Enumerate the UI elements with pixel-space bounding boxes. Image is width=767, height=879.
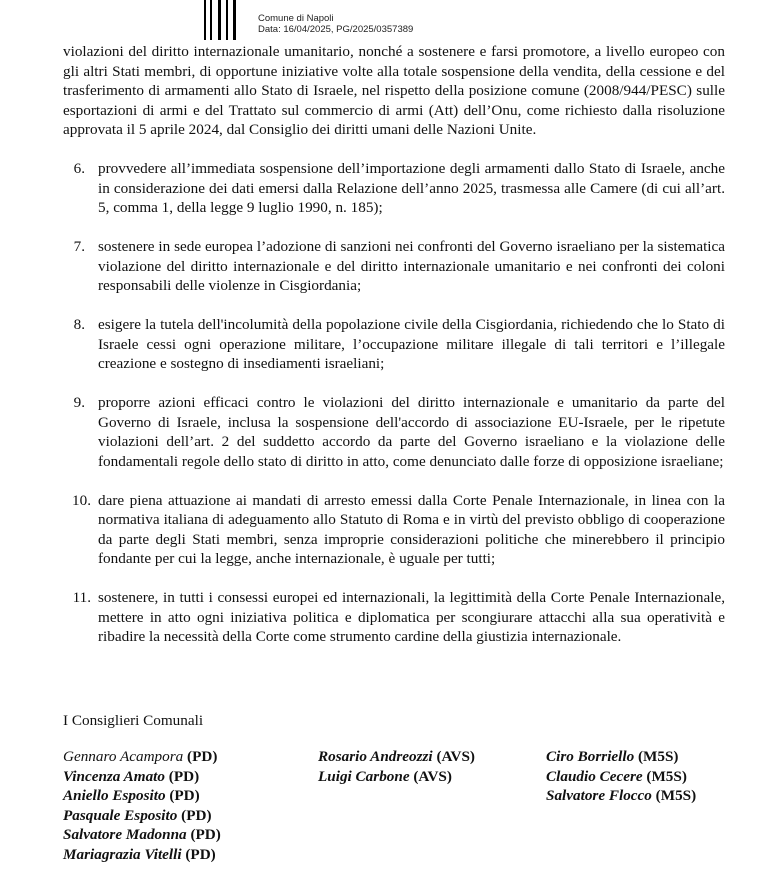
signer <box>63 767 221 787</box>
item-number: 8. <box>73 316 85 333</box>
list-item-11 <box>63 588 725 647</box>
signer <box>318 747 475 767</box>
stamp-entity: Comune di Napoli <box>258 13 334 24</box>
signer-party: (M5S) <box>638 748 679 765</box>
signer-party: (PD) <box>168 767 200 785</box>
list-item-8 <box>63 315 725 374</box>
list-item-10 <box>63 491 725 569</box>
signer-name: Ciro Borriello <box>546 748 635 765</box>
item-number: 7. <box>73 238 85 255</box>
signer-name: Pasquale Esposito <box>63 806 178 824</box>
signer-name: Gennaro Acampora <box>63 748 184 765</box>
signer-name: Rosario Andreozzi <box>318 748 433 765</box>
signer <box>63 845 221 865</box>
signer-name: Mariagrazia Vitelli <box>63 845 182 863</box>
signers-heading: I Consiglieri Comunali <box>63 712 204 729</box>
signer <box>63 747 221 767</box>
signer-name: Aniello Esposito <box>63 787 166 804</box>
item-text: provvedere all’immediata sospensione dell’importazione degli armamenti dallo Stato di Israele, anche in considerazione dei dati emersi dalla Relazione dell’anno 2025, trasmessa alle Camere (di cui all’art. 5, comma 1, della legge 9 luglio 1990, n. 185); <box>98 160 725 216</box>
barcode-image <box>6 0 240 40</box>
item-text: dare piena attuazione ai mandati di arresto emessi dalla Corte Penale Internazionale, in linea con la normativa italiana di adeguamento allo Statuto di Roma e in virtù del previsto obbligo di cooperazione da parte degli Stati membri, senza improprie considerazioni politiche che minerebbero il principio fondante per cui la legge, anche internazionale, è uguale per tutti; <box>98 491 725 567</box>
signer <box>546 786 696 806</box>
signer-party: (AVS) <box>436 748 475 765</box>
signer-party: (PD) <box>190 826 221 843</box>
signer <box>546 767 696 787</box>
signer-name: Salvatore Madonna <box>63 826 187 843</box>
signers-column-avs <box>318 747 475 786</box>
signer-name: Claudio Cecere <box>546 767 643 785</box>
list-item-9 <box>63 393 725 471</box>
item-text: proporre azioni efficaci contro le violazioni del diritto internazionale e umanitario da parte del Governo di Israele, inclusa la sospensione dell'accordo di associazione EU-Israele, per le ripetute violazioni dell’art. 2 del suddetto accordo da parte del Governo israeliano e la violazione delle fondamentali regole dello stato di diritto in atto, come denunciato dalle forze di opposizione israeliane; <box>98 394 725 470</box>
signer-party: (M5S) <box>655 787 697 804</box>
item-number: 6. <box>73 160 85 177</box>
numbered-list <box>63 159 725 647</box>
signer-party: (PD) <box>181 806 212 824</box>
item-number: 11. <box>72 589 91 606</box>
continued-paragraph: violazioni del diritto internazionale umanitario, nonché a sostenere e farsi promotore, a livello europeo con gli altri Stati membri, di opportune iniziative volte alla totale sospensione della vendita, della cessione e del trasferimento di armamenti allo Stato di Israele, nel rispetto della posizione comune (2008/944/PESC) sulle esportazioni di armi e del Trattato sul commercio di armi (Att) dell’Onu, come richiesto dalla risoluzione approvata il 5 aprile 2024, dal Consiglio dei diritti umani delle Nazioni Unite. <box>63 43 725 138</box>
signer-party: (AVS) <box>413 767 452 785</box>
document-body <box>63 42 725 647</box>
protocol-stamp <box>0 0 767 42</box>
item-text: esigere la tutela dell'incolumità della popolazione civile della Cisgiordania, richiedendo che lo Stato di Israele cessi ogni operazione militare, l’occupazione militare illegale di tali territori e l’illegale creazione e sostegno di insediamenti israeliani; <box>98 316 725 372</box>
signer <box>318 767 475 787</box>
item-number: 9. <box>73 394 85 411</box>
signer-party: (PD) <box>169 787 200 804</box>
stamp-text <box>258 13 413 35</box>
signer-party: (PD) <box>187 748 218 765</box>
signer-party: (M5S) <box>646 767 687 785</box>
item-number: 10. <box>72 491 91 509</box>
signer <box>546 747 696 767</box>
list-item-6 <box>63 159 725 218</box>
signer <box>63 825 221 845</box>
signer-name: Vincenza Amato <box>63 767 165 785</box>
stamp-protocol: Data: 16/04/2025, PG/2025/0357389 <box>258 24 414 35</box>
signers-column-pd <box>63 747 221 864</box>
item-text: sostenere, in tutti i consessi europei ed internazionali, la legittimità della Corte Penale Internazionale, mettere in atto ogni iniziativa politica e diplomatica per scongiurare attacchi alla sua operatività e ribadire la necessità della Corte come strumento cardine della giustizia internazionale. <box>98 589 725 645</box>
signer <box>63 806 221 826</box>
signer-name: Luigi Carbone <box>318 767 410 785</box>
signer <box>63 786 221 806</box>
signer-party: (PD) <box>185 845 216 863</box>
list-item-7 <box>63 237 725 296</box>
signer-name: Salvatore Flocco <box>546 787 652 804</box>
signers-column-m5s <box>546 747 696 806</box>
item-text: sostenere in sede europea l’adozione di sanzioni nei confronti del Governo israeliano per la sistematica violazione del diritto internazionale e del diritto internazionale umanitario e nei confronti dei coloni responsabili delle violenze in Cisgiordania; <box>98 238 725 294</box>
